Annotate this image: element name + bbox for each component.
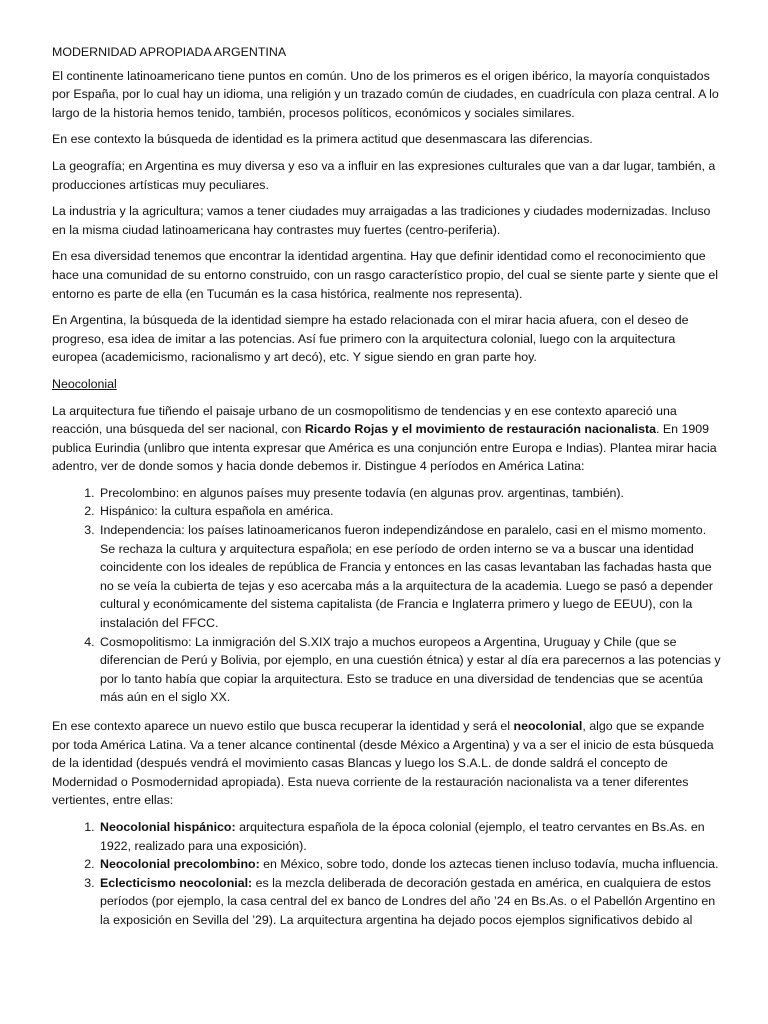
list-item (98, 855, 724, 874)
text-run: , algo que se expande por toda América Latina. Va a tener alcance continental (desde México a Argentina) y va a ser el inicio de esta búsqueda de la identidad (después vendrá el movimiento casas Blancas y luego los S.A.L. de donde saldrá el concepto de Modernidad o Posmodernidad apropiada). Esta nueva corriente de la restauración nacionalista va a tener diferentes vertientes, entre ellas: (52, 719, 714, 808)
list-item-text: en México, sobre todo, donde los aztecas tienen incluso todavía, mucha influencia. (259, 857, 719, 872)
list-item-text: arquitectura española de la época colonial (ejemplo, el teatro cervantes en Bs.As. en 1922, realizado para una exposición). (100, 819, 705, 853)
paragraph-industria: La industria y la agricultura; vamos a tener ciudades muy arraigadas a las tradiciones y ciudades modernizadas. Incluso en la misma ciudad latinoamericana hay contrastes muy fuertes (centro-periferia). (52, 204, 711, 237)
list-item: 2. Hispánico: la cultura española en américa. (98, 502, 724, 521)
list-item: 4. Cosmopolitismo: La inmigración del S.XIX trajo a muchos europeos a Argentina, Uruguay y Chile (que se diferencian de Perú y Bolivia, por ejemplo, en una cuestión étnica) y estar al día era parecernos a las potencias y por lo tanto había que copiar la arquitectura. Esto se traduce en una diversidad de tendencias que se acentúa más aún en el siglo XX. (98, 633, 724, 707)
paragraph-diversidad: En esa diversidad tenemos que encontrar la identidad argentina. Hay que definir identidad como el reconocimiento que hace una comunidad de su entorno construido, con un rasgo característico propio, del cual se siente parte y siente que el entorno es parte de ella (en Tucumán es la casa histórica, realmente nos representa). (52, 249, 719, 301)
list-item-term: Neocolonial hispánico: (100, 819, 236, 834)
text-run: En ese contexto aparece un nuevo estilo que busca recuperar la identidad y será el (52, 719, 514, 733)
list-item (98, 818, 724, 855)
paragraph-origen: El continente latinoamericano tiene puntos en común. Uno de los primeros es el origen ibérico, la mayoría conquistados por España, por lo cual hay un idioma, una religión y un trazado común de ciudades, en cuadrícula con plaza central. A lo largo de la historia hemos tenido, también, procesos políticos, económicos y sociales similares. (52, 68, 719, 120)
list-item (98, 874, 724, 930)
list-item: 3. Independencia: los países latinoamericanos fueron independizándose en paralelo, casi en el mismo momento. Se rechaza la cultura y arquitectura española; en ese período de orden interno se va a buscar una identidad coincidente con los ideales de república de Francia y entonces en las casas levantaban las fachadas hasta que no se veía la cubierta de tejas y eso acercaba más a la arquitectura de la academia. Luego se pasó a depender cultural y económicamente del sistema capitalista (de Francia e Inglaterra primero y luego de EEUU), con la instalación del FFCC. (98, 521, 724, 633)
document-title: MODERNIDAD APROPIADA ARGENTINA (52, 45, 287, 59)
list-item: 1. Precolombino: en algunos países muy presente todavía (en algunas prov. argentinas, también). (98, 484, 724, 503)
paragraph-geografia: La geografía; en Argentina es muy diversa y eso va a influir en las expresiones culturales que van a dar lugar, también, a producciones artísticas muy peculiares. (52, 158, 716, 192)
paragraph-neocolonial-estilo (52, 717, 724, 810)
bold-run: Ricardo Rojas y el movimiento de restauración nacionalista (304, 422, 656, 437)
periods-list (52, 484, 724, 707)
list-item-term: Eclecticismo neocolonial: (100, 875, 253, 890)
paragraph-identidad: En ese contexto la búsqueda de identidad es la primera actitud que desenmascara las diferencias. (52, 132, 593, 147)
list-item-term: Neocolonial precolombino: (100, 857, 260, 872)
paragraph-neocolonial-intro (52, 402, 724, 476)
text-run: La arquitectura fue tiñendo el paisaje urbano de un cosmopolitismo de tendencias y en ese contexto apareció una reacción, una búsqueda del ser nacional, con (52, 403, 677, 437)
section-heading-neocolonial: Neocolonial (52, 376, 117, 391)
list-item-text: es la mezcla deliberada de decoración gestada en américa, en cualquiera de estos períodos (por ejemplo, la casa central del ex banco de Londres del año ’24 en Bs.As. o el Pabellón Argentino en la exposición en Sevilla del ’29). La arquitectura argentina ha dejado pocos ejemplos significativos debido al (100, 875, 716, 927)
vertientes-list (52, 818, 724, 930)
bold-run: neocolonial (513, 719, 583, 733)
paragraph-busqueda: En Argentina, la búsqueda de la identidad siempre ha estado relacionada con el mirar hacia afuera, con el deseo de progreso, esa idea de imitar a las potencias. Así fue primero con la arquitectura colonial, luego con la arquitectura europea (academicismo, racionalismo y art decó), etc. Y sigue siendo en gran parte hoy. (52, 313, 689, 365)
text-run: . En 1909 publica Eurindia (unlibro que intenta expresar que América es una conjunción entre Europa e Indias). Plantea mirar hacia adentro, ver de donde somos y hacia donde debemos ir. Distingue 4 períodos en América Latina: (52, 422, 717, 474)
